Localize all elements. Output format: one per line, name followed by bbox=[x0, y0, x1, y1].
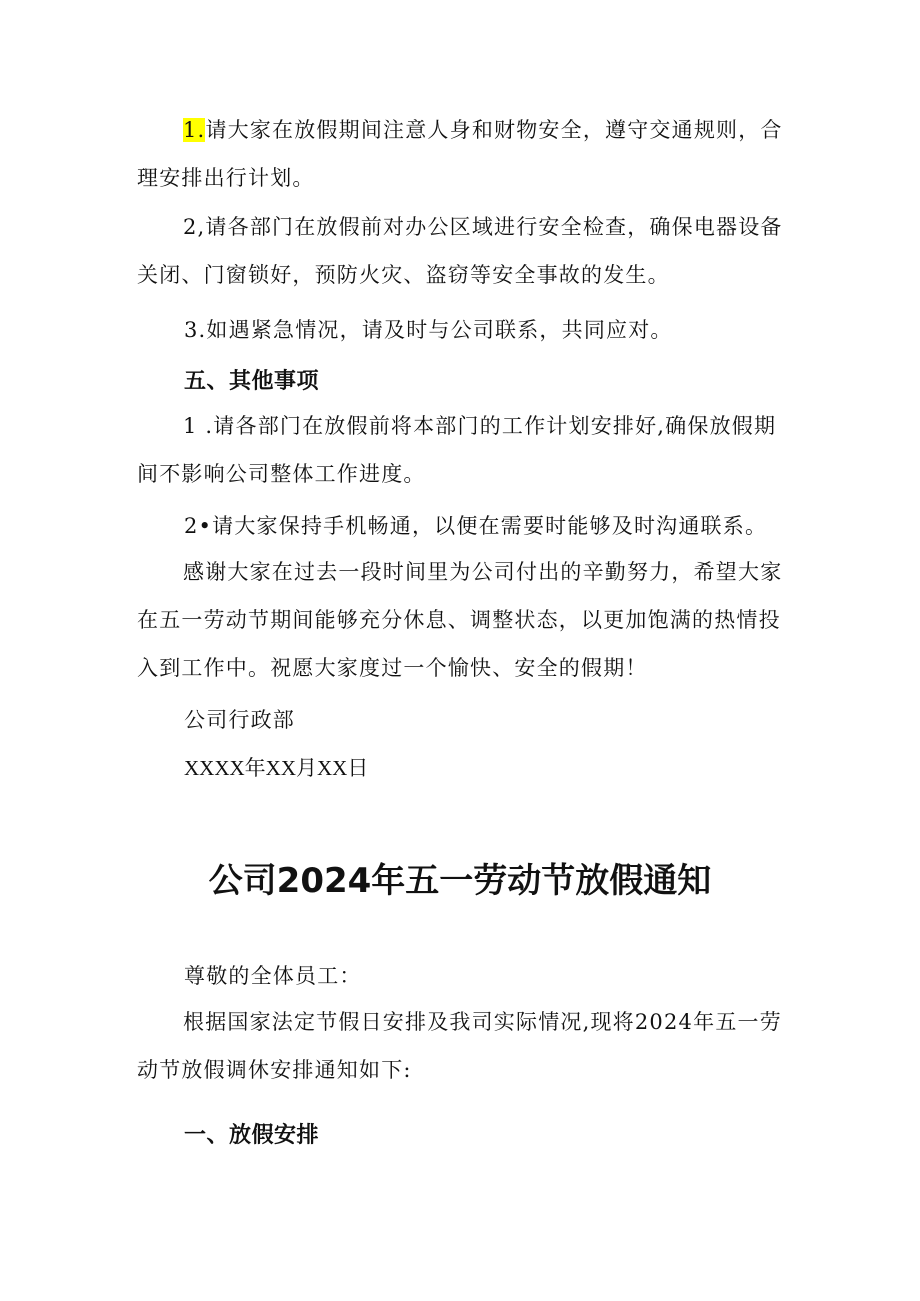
signature-department: 公司行政部 bbox=[184, 708, 295, 732]
paragraph-item-2: 2,请各部门在放假前对办公区域进行安全检查，确保电器设备关闭、门窗锁好，预防火灾、盗窃等安全事故的发生。 bbox=[137, 215, 783, 287]
signature-date: XXXX年XX月XX日 bbox=[184, 756, 369, 780]
highlighted-item-number: 1. bbox=[183, 118, 206, 142]
notice-title: 公司2024年五一劳动节放假通知 bbox=[208, 861, 712, 901]
paragraph-item-1 bbox=[137, 106, 797, 202]
closing-paragraph: 感谢大家在过去一段时间里为公司付出的辛勤努力，希望大家在五一劳动节期间能够充分休息、调整状态，以更加饱满的热情投入到工作中。祝愿大家度过一个愉快、安全的假期！ bbox=[137, 560, 783, 680]
greeting: 尊敬的全体员工： bbox=[184, 964, 362, 988]
paragraph-other-item-1: 1 .请各部门在放假前将本部门的工作计划安排好,确保放假期间不影响公司整体工作进度。 bbox=[137, 414, 777, 486]
intro-paragraph: 根据国家法定节假日安排及我司实际情况,现将2024年五一劳动节放假调休安排通知如下: bbox=[137, 1010, 782, 1082]
section-heading-other-matters: 五、其他事项 bbox=[184, 369, 320, 394]
section-heading-holiday-arrangement: 一、放假安排 bbox=[184, 1123, 320, 1148]
paragraph-other-item-2: 2•请大家保持手机畅通，以便在需要时能够及时沟通联系。 bbox=[184, 514, 768, 538]
paragraph-item-3: 3.如遇紧急情况，请及时与公司联系，共同应对。 bbox=[184, 318, 673, 342]
item-1-text: 请大家在放假期间注意人身和财物安全，遵守交通规则，合理安排出行计划。 bbox=[137, 118, 783, 190]
